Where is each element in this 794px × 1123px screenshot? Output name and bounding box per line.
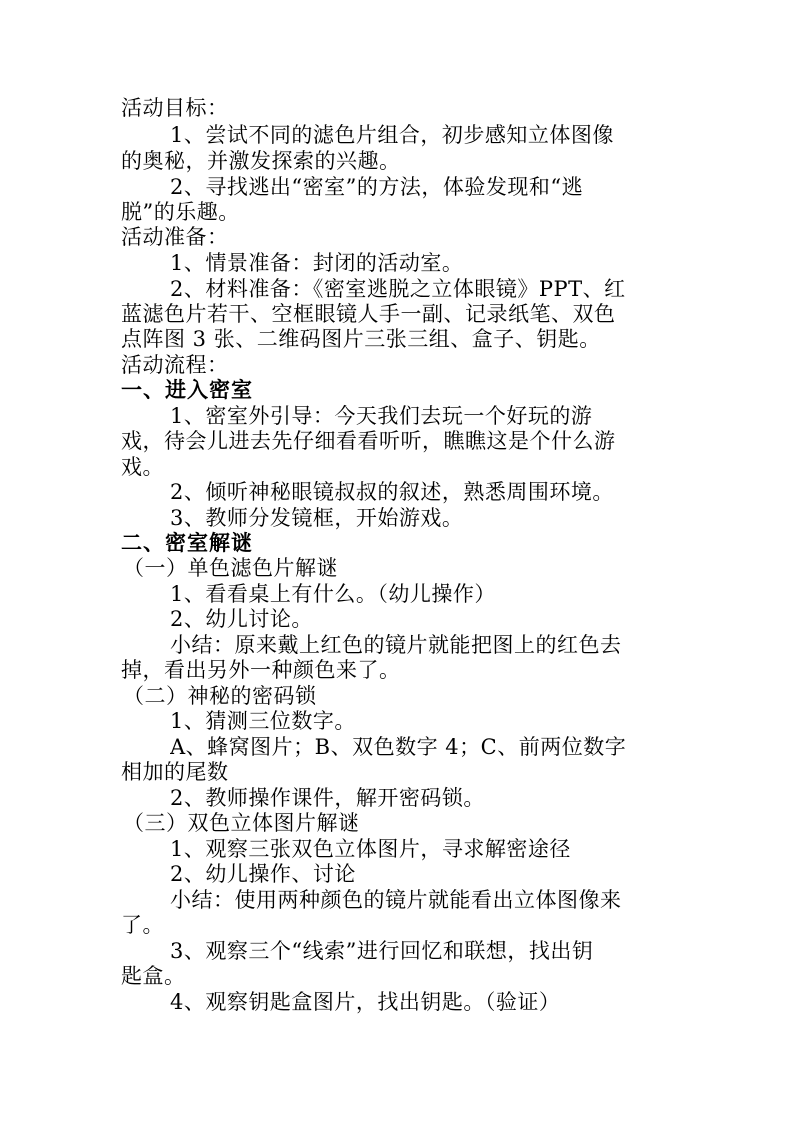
text-line: 蓝滤色片若干、空框眼镜人手一副、记录纸笔、双色: [121, 302, 616, 326]
text-line: 戏，待会儿进去先仔细看看听听，瞧瞧这是个什么游: [121, 429, 616, 453]
text-line: 点阵图 3 张、二维码图片三张三组、盒子、钥匙。: [121, 327, 601, 351]
text-line: 1、尝试不同的滤色片组合，初步感知立体图像: [170, 123, 614, 147]
text-line: 1、观察三张双色立体图片，寻求解密途径: [170, 837, 571, 861]
text-line: 2、幼儿操作、讨论: [170, 862, 356, 886]
text-line: 2、寻找逃出“密室”的方法，体验发现和“逃: [170, 175, 584, 199]
section-heading-goals: 活动目标：: [121, 96, 229, 120]
section-heading-process: 活动流程：: [121, 353, 229, 377]
text-line: 掉，看出另外一种颜色来了。: [121, 658, 401, 682]
text-line: 小结：使用两种颜色的镜片就能看出立体图像来: [170, 888, 622, 912]
text-line: 1、猜测三位数字。: [170, 709, 356, 733]
text-line: 2、幼儿讨论。: [170, 607, 313, 631]
text-line: 2、教师操作课件，解开密码锁。: [170, 786, 485, 810]
text-line: 2、材料准备：《密室逃脱之立体眼镜》PPT、红: [170, 277, 626, 301]
text-line: 3、教师分发镜框，开始游戏。: [170, 506, 464, 530]
text-line: 了。: [121, 913, 164, 937]
text-line: 1、看看桌上有什么。（幼儿操作）: [170, 582, 496, 606]
sub-heading-code-lock: （二）神秘的密码锁: [123, 684, 317, 708]
text-line: 4、观察钥匙盒图片，找出钥匙。（验证）: [170, 990, 561, 1014]
text-line: 戏。: [121, 455, 164, 479]
text-line: 的奥秘，并激发探索的兴趣。: [121, 149, 401, 173]
text-line: 脱”的乐趣。: [121, 200, 240, 224]
text-line: 2、倾听神秘眼镜叔叔的叙述，熟悉周围环境。: [170, 480, 614, 504]
part-heading-puzzles: 二、密室解谜: [121, 530, 253, 555]
section-heading-preparation: 活动准备：: [121, 225, 229, 249]
text-line: 小结：原来戴上红色的镜片就能把图上的红色去: [170, 633, 622, 657]
text-line: 1、密室外引导：今天我们去玩一个好玩的游: [170, 404, 593, 428]
sub-heading-single-filter: （一）单色滤色片解谜: [123, 556, 338, 580]
text-line: 匙盒。: [121, 964, 186, 988]
text-line: 1、情景准备：封闭的活动室。: [170, 251, 464, 275]
sub-heading-3d-images: （三）双色立体图片解谜: [123, 811, 360, 835]
part-heading-enter-room: 一、进入密室: [121, 377, 253, 402]
text-line: A、蜂窝图片；B、双色数字 4；C、前两位数字: [170, 735, 627, 759]
text-line: 相加的尾数: [121, 760, 229, 784]
text-line: 3、观察三个“线索”进行回忆和联想，找出钥: [170, 939, 594, 963]
